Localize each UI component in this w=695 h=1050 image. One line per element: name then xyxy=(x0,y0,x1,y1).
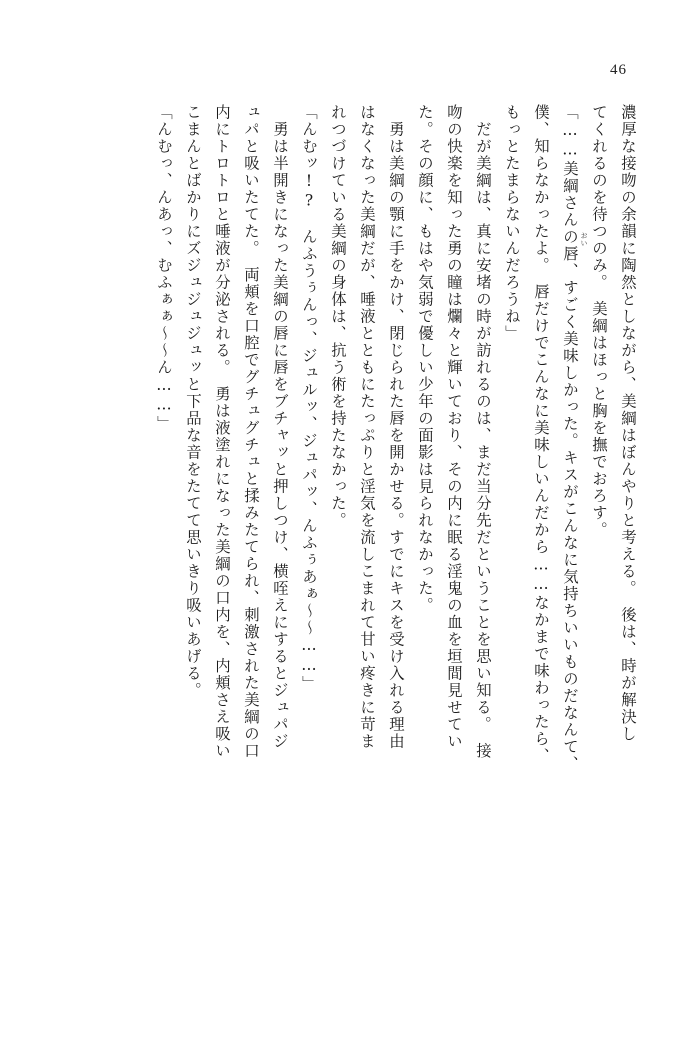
text-column: 内にトロトロと唾液が分泌される。 勇は液塗れになった美綱の口内を、内頬さえ吸い xyxy=(213,104,231,760)
text-column: はなくなった美綱だが、唾液とともにたっぷりと淫気を流しこまれて甘い疼きに苛ま xyxy=(358,104,376,750)
text-column: てくれるのを待つのみ。 美綱はほっと胸を撫でおろす。 xyxy=(590,104,608,539)
text-column: 僕、知らなかったよ。 唇だけでこんなに美味しいんだから……なかまで味わったら、 xyxy=(532,104,550,765)
ruby-annotation: おい xyxy=(580,232,588,247)
text-column: 吻の快楽を知った勇の瞳は爛々と輝いており、その内に眠る淫鬼の血を垣間見せてい xyxy=(445,104,463,750)
text-column: れつづけている美綱の身体は、抗う術を持たなかった。 xyxy=(329,104,347,529)
page-number: 46 xyxy=(610,62,627,78)
body-text-columns xyxy=(52,104,635,974)
text-column: 勇は半開きになった美綱の唇に唇をブチャッと押しつけ、横咥えにするとジュパジ xyxy=(271,104,289,750)
text-column: だが美綱は、真に安堵の時が訪れるのは、まだ当分先だということを思い知る。 接 xyxy=(474,104,492,760)
text-column: 「んむっ、んあっ、むふぁぁ～～ん……」 xyxy=(155,104,173,433)
text-column: ュパと吸いたてた。 両頬を口腔でグチュグチュと揉みたてられ、刺激された美綱の口 xyxy=(242,104,260,760)
text-column: た。その顔に、もはや気弱で優しい少年の面影は見られなかった。 xyxy=(416,104,434,614)
text-column: 勇は美綱の顎に手をかけ、閉じられた唇を開かせる。すでにキスを受け入れる理由 xyxy=(387,104,405,750)
text-column: もっとたまらないんだろうね」 xyxy=(503,104,521,342)
text-column: こまんとばかりにズジュジュジュッと下品な音をたてて思いきり吸いあげる。 xyxy=(184,104,202,699)
text-column: 「……美綱さんの唇、すごく美味しかった。キスがこんなに気持ちいいものだなんて、 xyxy=(561,104,579,773)
text-column: 「んむッ!? んふうぅんっ、ジュルッ、ジュパッ、んふぅあぁ～～……」 xyxy=(300,104,318,693)
text-column: 濃厚な接吻の余韻に陶然としながら、美綱はぼんやりと考える。 後は、時が解決し xyxy=(619,104,637,743)
